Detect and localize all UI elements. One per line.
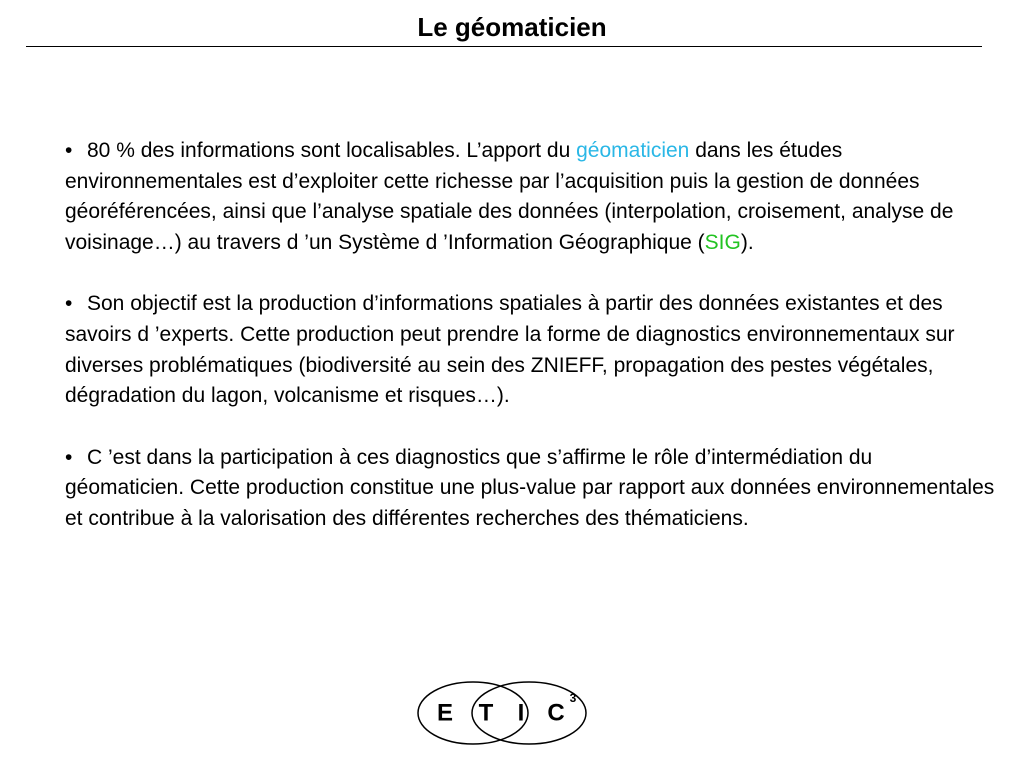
sig-highlight: SIG <box>704 230 741 254</box>
paragraph-1-text-end: ). <box>740 230 754 254</box>
logo-letter-c: C <box>547 699 565 727</box>
logo-superscript: 3 <box>569 691 577 706</box>
etic-logo-graphic <box>412 672 592 754</box>
paragraph-1-text-middle: dans les études environnementales est d’exploiter cette richesse par l’acquisition puis la gestion de données géoréférencées, ainsi que l’analyse spatiale des données (interpolation, croisement, analyse de voisinage…) au travers d ’un Système d ’Information Géographique ( <box>65 139 954 254</box>
paragraph-1-text-start: 80 % des informations sont localisables. L’apport du <box>87 139 577 162</box>
bullet: • <box>65 139 73 162</box>
geomaticien-highlight: géomaticien <box>576 139 690 162</box>
title-divider <box>26 46 982 47</box>
etic-logo <box>412 672 592 754</box>
slide-title: Le géomaticien <box>417 12 607 42</box>
paragraph-3 <box>65 443 995 535</box>
bullet: • <box>65 445 73 469</box>
paragraph-1 <box>65 136 995 258</box>
logo-letter-e: E <box>436 699 454 727</box>
paragraph-2-text: Son objectif est la production d’informations spatiales à partir des données existantes et des savoirs d ’experts. Cette production peut prendre la forme de diagnostics environnementaux sur diverses problématiques (biodiversité au sein des ZNIEFF, propagation des pestes végétales, dégradation du lagon, volcanisme et risques…). <box>65 292 955 408</box>
logo-letter-i: I <box>517 699 525 727</box>
logo-ellipse-left <box>418 682 528 744</box>
bullet: • <box>65 292 73 316</box>
slide-body <box>65 136 995 566</box>
paragraph-3-text: C ’est dans la participation à ces diagnostics que s’affirme le rôle d’intermédiation du géomaticien. Cette production constitue une plus-value par rapport aux données environnementales et contribue à la valorisation des différentes recherches des thématiciens. <box>65 445 995 530</box>
logo-letter-t: T <box>478 699 494 727</box>
paragraph-2 <box>65 289 995 411</box>
